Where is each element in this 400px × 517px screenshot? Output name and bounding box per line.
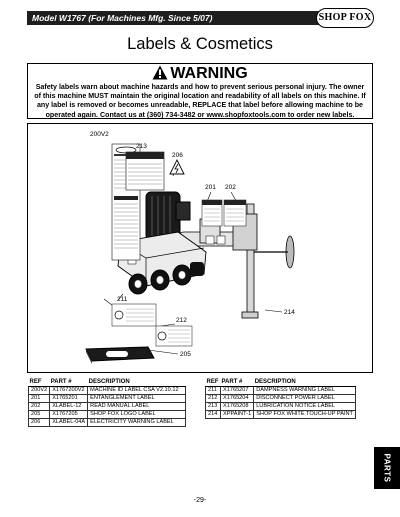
table-row <box>206 387 356 395</box>
warning-text: Safety labels warn about machine hazards and how to prevent serious personal injury. The owner of this machine MUST maintain the original location and readability of all labels on this machine. If any label is removed or becomes unreadable, REPLACE that label before allowing machine to be operated again. Contact us at (360) 734-3482 or www.shopfoxtools.com to order new labels. <box>34 83 366 119</box>
col-description: DESCRIPTION <box>88 379 186 387</box>
cell-part: X1767200V2 <box>50 387 88 395</box>
callout-212: 212 <box>176 317 187 324</box>
cell-description: ENTANGLEMENT LABEL <box>88 395 186 403</box>
warning-heading <box>28 65 372 83</box>
table-header-row <box>206 379 356 387</box>
cell-part: XLABEL-12 <box>50 403 88 411</box>
cell-ref: 201 <box>29 395 50 403</box>
manual-title: Model W1767 (For Machines Mfg. Since 5/07) <box>32 13 213 23</box>
cell-ref: 212 <box>206 395 221 403</box>
cell-description: DISCONNECT POWER LABEL <box>254 395 356 403</box>
callout-206: 206 <box>172 152 183 159</box>
callout-213: 213 <box>136 143 147 150</box>
cell-description: DAMPNESS WARNING LABEL <box>254 387 356 395</box>
shop-fox-logo <box>316 8 374 28</box>
cell-ref: 202 <box>29 403 50 411</box>
table-row <box>29 403 186 411</box>
table-row <box>29 419 186 427</box>
cell-description: SHOP FOX WHITE TOUCH-UP PAINT <box>254 411 356 419</box>
cell-description: ELECTRICITY WARNING LABEL <box>88 419 186 427</box>
cell-part: XLABEL-04A <box>50 419 88 427</box>
col-part: PART # <box>50 379 88 387</box>
brand-logo-text: SHOP FOX <box>318 12 372 23</box>
cell-part: X1765208 <box>221 403 254 411</box>
col-ref: REF <box>29 379 50 387</box>
table-header-row <box>29 379 186 387</box>
warning-heading-text: WARNING <box>170 65 248 82</box>
cell-ref: 206 <box>29 419 50 427</box>
callout-211: 211 <box>117 296 128 303</box>
cell-part: X1767205 <box>50 411 88 419</box>
parts-table-right <box>205 379 356 419</box>
callout-202: 202 <box>225 184 236 191</box>
callout-201: 201 <box>205 184 216 191</box>
table-row <box>206 403 356 411</box>
page-number: -29- <box>193 497 207 504</box>
section-tab-label: PARTS <box>382 453 392 483</box>
cell-part: X1765207 <box>221 387 254 395</box>
manual-header-bar <box>27 11 340 25</box>
callout-214: 214 <box>284 309 295 316</box>
cell-description: LUBRICATION NOTICE LABEL <box>254 403 356 411</box>
power-feeder-illustration <box>28 124 371 371</box>
callout-205: 205 <box>180 351 191 358</box>
parts-table-left <box>28 379 186 427</box>
cell-part: XPPAINT-1 <box>221 411 254 419</box>
cell-ref: 213 <box>206 403 221 411</box>
table-row <box>29 411 186 419</box>
cell-description: MACHINE ID LABEL CSA V2.10.12 <box>88 387 186 395</box>
warning-box <box>27 63 373 119</box>
table-row <box>206 395 356 403</box>
section-tab-parts <box>374 447 400 489</box>
page-title: Labels & Cosmetics <box>127 35 273 53</box>
machine-figure <box>27 123 373 373</box>
table-row <box>29 395 186 403</box>
cell-ref: 205 <box>29 411 50 419</box>
cell-ref: 214 <box>206 411 221 419</box>
cell-ref: 200V2 <box>29 387 50 395</box>
col-description: DESCRIPTION <box>254 379 356 387</box>
cell-description: READ MANUAL LABEL <box>88 403 186 411</box>
col-part: PART # <box>221 379 254 387</box>
cell-part: X1765204 <box>221 395 254 403</box>
cell-part: X1765201 <box>50 395 88 403</box>
cell-ref: 211 <box>206 387 221 395</box>
table-row <box>29 387 186 395</box>
col-ref: REF <box>206 379 219 385</box>
table-row <box>206 411 356 419</box>
cell-description: SHOP FOX LOGO LABEL <box>88 411 186 419</box>
warning-triangle-icon <box>152 65 168 80</box>
callout-200v2: 200V2 <box>90 131 109 138</box>
